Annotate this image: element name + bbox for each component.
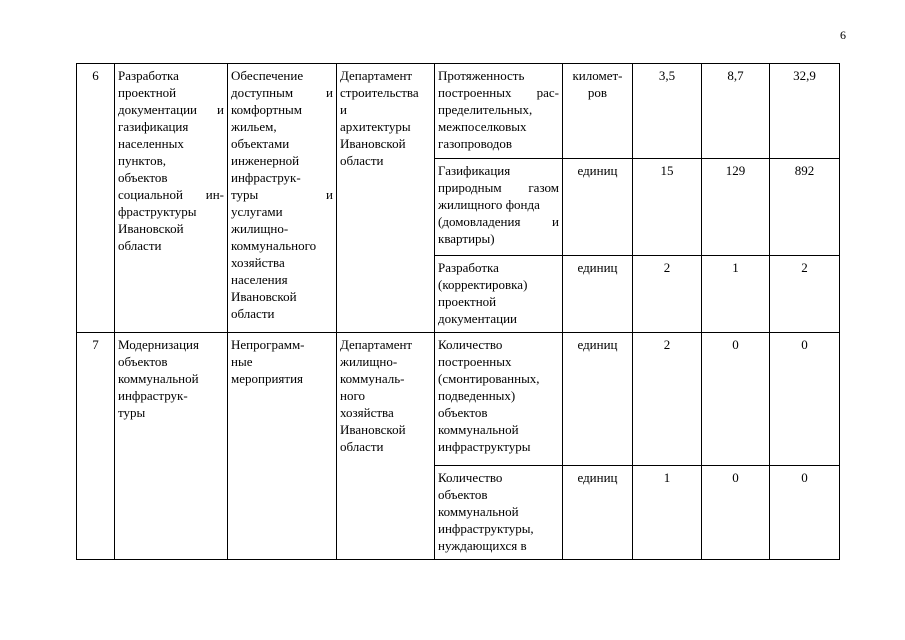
unit-cell	[563, 466, 633, 560]
indicator-name-line: инфраструктуры,	[438, 521, 534, 536]
program-line: ные	[231, 354, 253, 369]
page-number: 6	[840, 28, 846, 42]
unit-line: единиц	[577, 260, 618, 275]
executor-line: области	[340, 153, 384, 168]
program-line: Ивановской	[231, 289, 297, 304]
indicator-name-line: объектов	[438, 487, 488, 502]
value-2: 129	[702, 159, 770, 256]
indicator-name-line: подведенных)	[438, 388, 516, 403]
executor-line: хозяйства	[340, 405, 394, 420]
executor-line: и	[340, 102, 347, 117]
program-cell	[228, 64, 337, 333]
program-line: жильем,	[231, 119, 277, 134]
measure-name-line: Модернизация	[118, 337, 199, 352]
indicator-name-line: документации	[438, 311, 518, 326]
executor-line: Ивановской	[340, 422, 406, 437]
indicator-name-line: (смонтированных,	[438, 371, 540, 386]
measure-name-line: газификация	[118, 119, 189, 134]
indicator-name-line: Газификация	[438, 163, 511, 178]
measure-name-line: инфраструк-	[118, 388, 188, 403]
value-1: 3,5	[633, 64, 702, 159]
indicator-name-line: объектов	[438, 405, 488, 420]
executor-line: архитектуры	[340, 119, 411, 134]
value-2: 8,7	[702, 64, 770, 159]
value-3: 2	[770, 256, 840, 333]
value-1: 2	[633, 256, 702, 333]
measure-name-line: объектов	[118, 354, 168, 369]
executor-cell	[337, 64, 435, 333]
value-1: 1	[633, 466, 702, 560]
unit-cell	[563, 333, 633, 466]
row-number: 7	[92, 337, 99, 352]
program-line: жилищно-	[231, 221, 289, 236]
indicator-name-line: пределительных,	[438, 102, 533, 117]
indicator-name-line: Разработка	[438, 260, 499, 275]
unit-line: единиц	[577, 337, 618, 352]
unit-line: километ-	[572, 68, 623, 83]
unit-cell	[563, 256, 633, 333]
measure-name-line: туры	[118, 405, 146, 420]
value-1: 15	[633, 159, 702, 256]
row-number: 6	[92, 68, 99, 83]
indicator-name-line: (корректировка)	[438, 277, 528, 292]
program-line: хозяйства	[231, 255, 285, 270]
program-line: инженерной	[231, 153, 300, 168]
table-row	[77, 64, 840, 159]
indicator-name-cell	[435, 159, 563, 256]
executor-cell	[337, 333, 435, 560]
indicator-name-line: (домовладения и	[438, 214, 559, 229]
executor-line: строительства	[340, 85, 419, 100]
measure-name-line: проектной	[118, 85, 177, 100]
program-line: Непрограмм-	[231, 337, 305, 352]
executor-line: области	[340, 439, 384, 454]
row-number-cell	[77, 64, 115, 333]
measure-name-line: социальной ин-	[118, 187, 224, 202]
indicator-name-line: газопроводов	[438, 136, 513, 151]
indicator-name-cell	[435, 64, 563, 159]
program-line: Обеспечение	[231, 68, 304, 83]
measure-name-cell	[115, 333, 228, 560]
value-2: 0	[702, 466, 770, 560]
indicator-name-line: Количество	[438, 470, 503, 485]
measure-name-line: пунктов,	[118, 153, 166, 168]
value-3: 0	[770, 466, 840, 560]
executor-line: Ивановской	[340, 136, 406, 151]
executor-line: коммуналь-	[340, 371, 405, 386]
value-2: 1	[702, 256, 770, 333]
program-line: туры и	[231, 187, 333, 202]
unit-line: единиц	[577, 163, 618, 178]
unit-line: ров	[587, 85, 608, 100]
indicator-name-line: жилищного фонда	[438, 197, 540, 212]
table-row	[77, 333, 840, 466]
measures-table	[76, 63, 840, 560]
measure-name-line: населенных	[118, 136, 184, 151]
program-line: услугами	[231, 204, 283, 219]
program-line: инфраструк-	[231, 170, 301, 185]
indicator-name-cell	[435, 466, 563, 560]
indicator-name-line: Количество	[438, 337, 503, 352]
measure-name-line: области	[118, 238, 162, 253]
unit-cell	[563, 64, 633, 159]
indicator-name-cell	[435, 333, 563, 466]
value-3: 892	[770, 159, 840, 256]
value-3: 32,9	[770, 64, 840, 159]
row-number-cell	[77, 333, 115, 560]
measure-name-line: документации и	[118, 102, 224, 117]
program-cell	[228, 333, 337, 560]
measure-name-line: фраструктуры	[118, 204, 197, 219]
measure-name-line: Ивановской	[118, 221, 184, 236]
unit-line: единиц	[577, 470, 618, 485]
indicator-name-line: квартиры)	[438, 231, 495, 246]
indicator-name-line: построенных рас-	[438, 85, 559, 100]
indicator-name-line: построенных	[438, 354, 512, 369]
indicator-name-line: природным газом	[438, 180, 559, 195]
executor-line: Департамент	[340, 68, 413, 83]
executor-line: ного	[340, 388, 365, 403]
measure-name-line: объектов	[118, 170, 168, 185]
program-line: доступным и	[231, 85, 333, 100]
indicator-name-line: Протяженность	[438, 68, 525, 83]
unit-cell	[563, 159, 633, 256]
executor-line: жилищно-	[340, 354, 398, 369]
program-line: населения	[231, 272, 288, 287]
indicator-name-cell	[435, 256, 563, 333]
program-line: объектами	[231, 136, 290, 151]
program-line: комфортным	[231, 102, 302, 117]
indicator-name-line: коммунальной	[438, 504, 519, 519]
program-line: области	[231, 306, 275, 321]
measure-name-cell	[115, 64, 228, 333]
indicator-name-line: коммунальной	[438, 422, 519, 437]
program-line: коммунального	[231, 238, 317, 253]
executor-line: Департамент	[340, 337, 413, 352]
program-line: мероприятия	[231, 371, 304, 386]
value-2: 0	[702, 333, 770, 466]
measure-name-line: Разработка	[118, 68, 179, 83]
indicator-name-line: нуждающихся в	[438, 538, 527, 553]
value-3: 0	[770, 333, 840, 466]
indicator-name-line: межпоселковых	[438, 119, 527, 134]
measure-name-line: коммунальной	[118, 371, 199, 386]
indicator-name-line: инфраструктуры	[438, 439, 531, 454]
indicator-name-line: проектной	[438, 294, 497, 309]
value-1: 2	[633, 333, 702, 466]
